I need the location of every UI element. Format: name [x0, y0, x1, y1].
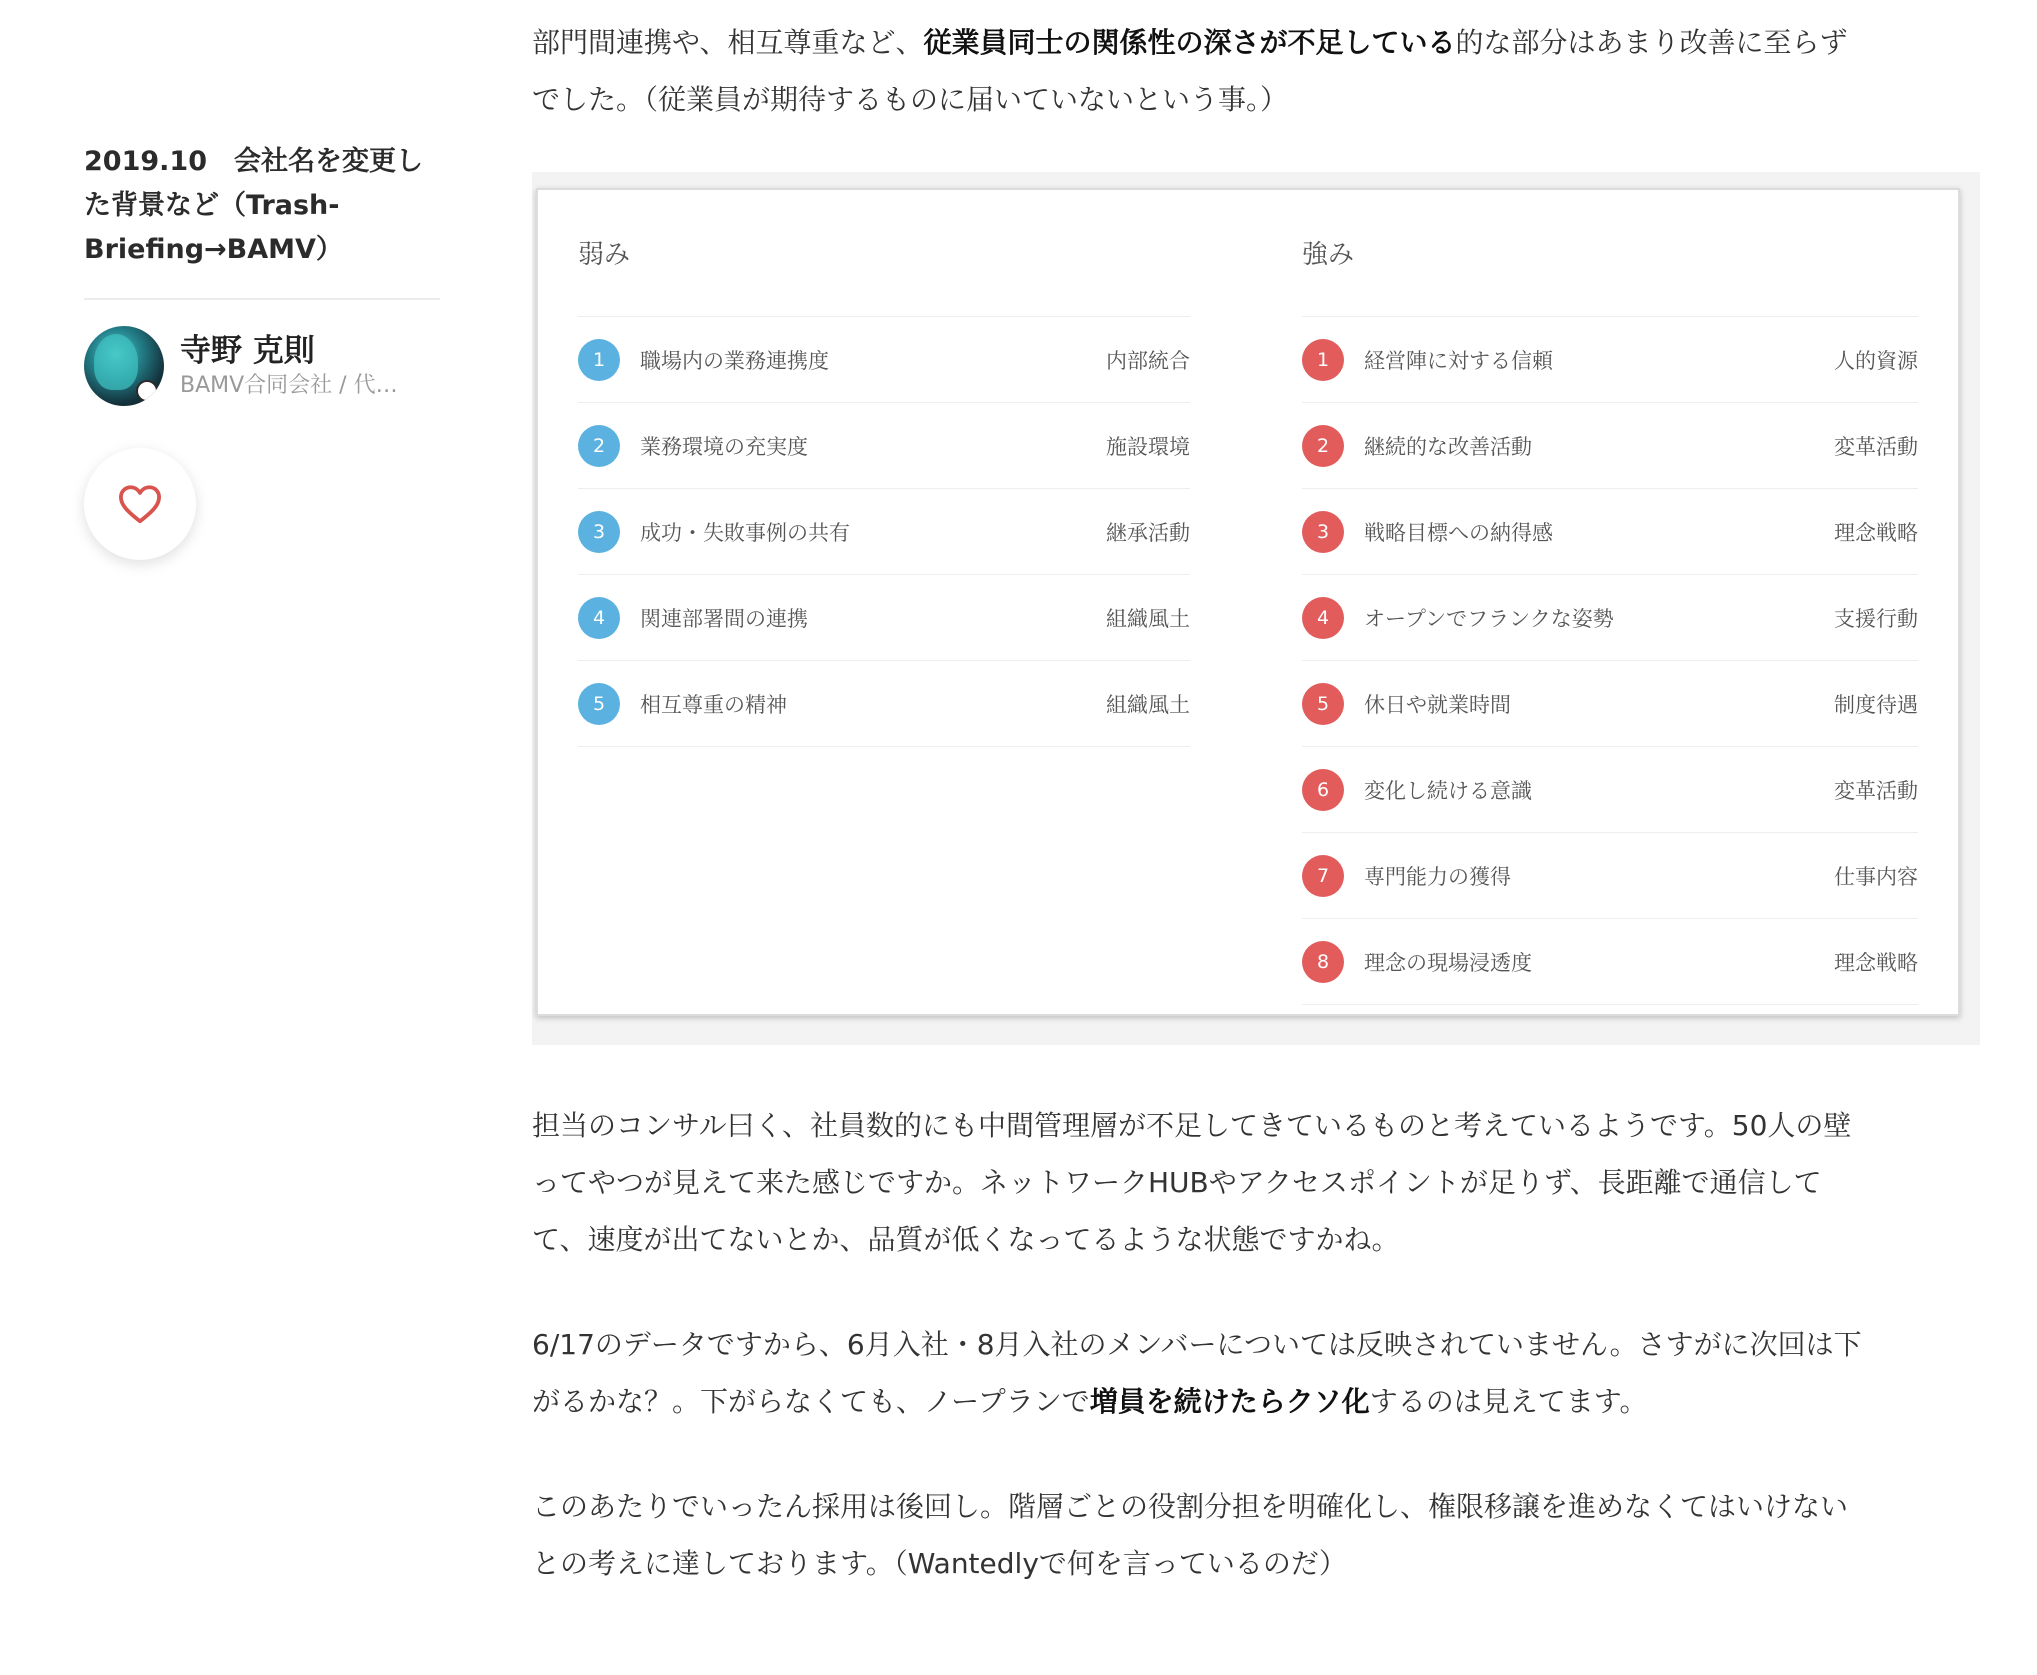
rank-badge: 2: [578, 425, 620, 467]
list-item: [578, 661, 1190, 747]
rank-badge: 2: [1302, 425, 1344, 467]
list-item: [1302, 403, 1918, 489]
item-category: 変革活動: [1834, 778, 1918, 803]
emphasis-text: 従業員同士の関係性の深さが不足している: [923, 26, 1456, 59]
list-item: [1302, 919, 1918, 1005]
rank-badge: 3: [1302, 511, 1344, 553]
list-item: [1302, 489, 1918, 575]
item-label: 理念の現場浸透度: [1364, 950, 1532, 975]
list-item: [578, 403, 1190, 489]
item-category: 理念戦略: [1834, 950, 1918, 975]
item-label: 経営陣に対する信頼: [1364, 348, 1553, 373]
item-label: 継続的な改善活動: [1364, 434, 1532, 459]
rank-badge: 5: [1302, 683, 1344, 725]
sidebar: [84, 140, 440, 560]
paragraph-line: て、速度が出てないとか、品質が低くなってるような状態ですかね。: [532, 1223, 1400, 1256]
list-item: [1302, 833, 1918, 919]
rank-badge: 4: [578, 597, 620, 639]
item-label: 業務環境の充実度: [640, 434, 808, 459]
paragraph-line: 6/17のデータですから、6月入社・8月入社のメンバーについては反映されていません。さすがに次回は下: [532, 1328, 1862, 1361]
item-category: 理念戦略: [1834, 520, 1918, 545]
item-category: 制度待遇: [1834, 692, 1918, 717]
strength-column: [1302, 230, 1918, 1005]
item-category: 変革活動: [1834, 434, 1918, 459]
paragraph-line: 担当のコンサル曰く、社員数的にも中間管理層が不足してきているものと考えているようです。50人の壁: [532, 1109, 1852, 1142]
rank-badge: 7: [1302, 855, 1344, 897]
list-item: [1302, 661, 1918, 747]
item-category: 人的資源: [1834, 348, 1918, 373]
item-label: オープンでフランクな姿勢: [1364, 606, 1614, 631]
item-label: 職場内の業務連携度: [640, 348, 829, 373]
paragraph-conclusion: [532, 1478, 1972, 1592]
rank-badge: 1: [1302, 339, 1344, 381]
author-organization: BAMV合同会社 / 代…: [180, 373, 398, 398]
paragraph-line: がるかな？。下がらなくても、ノープランで増員を続けたらクソ化するのは見えてます。: [532, 1385, 1648, 1418]
emphasis-text: 増員を続けたらクソ化: [1089, 1385, 1370, 1418]
rank-badge: 5: [578, 683, 620, 725]
item-category: 内部統合: [1106, 348, 1190, 373]
item-label: 成功・失敗事例の共有: [640, 520, 850, 545]
survey-result-card: [536, 188, 1960, 1016]
like-button[interactable]: [84, 448, 196, 560]
list-item: [1302, 747, 1918, 833]
item-label: 変化し続ける意識: [1364, 778, 1532, 803]
rank-badge: 3: [578, 511, 620, 553]
avatar[interactable]: [84, 326, 164, 406]
heart-icon: [118, 484, 162, 524]
rank-badge: 8: [1302, 941, 1344, 983]
intro-paragraph: [532, 14, 1972, 128]
paragraph-line: との考えに達しております。（Wantedlyで何を言っているのだ）: [532, 1547, 1347, 1580]
article-figure: [532, 172, 1980, 1045]
list-item: [578, 489, 1190, 575]
paragraph-line: ってやつが見えて来た感じですか。ネットワークHUBやアクセスポイントが足りず、長距離で通信して: [532, 1166, 1822, 1199]
list-item: [1302, 575, 1918, 661]
paragraph-consultant: [532, 1097, 1972, 1268]
item-label: 戦略目標への納得感: [1364, 520, 1553, 545]
weakness-list: [578, 316, 1190, 747]
item-category: 組織風土: [1106, 692, 1190, 717]
author-card[interactable]: [84, 324, 440, 408]
paragraph-line: でした。（従業員が期待するものに届いていないという事。）: [532, 83, 1289, 116]
item-category: 施設環境: [1106, 434, 1190, 459]
list-item: [578, 575, 1190, 661]
item-label: 相互尊重の精神: [640, 692, 787, 717]
article-body: [532, 14, 1972, 1592]
strength-title: 強み: [1302, 240, 1355, 270]
paragraph-data-note: [532, 1316, 1972, 1430]
list-item: [1302, 317, 1918, 403]
rank-badge: 4: [1302, 597, 1344, 639]
item-category: 組織風土: [1106, 606, 1190, 631]
item-category: 仕事内容: [1834, 864, 1918, 889]
related-story-link[interactable]: 2019.10 会社名を変更した背景など（Trash-Briefing→BAMV）: [84, 140, 440, 300]
list-item: [578, 317, 1190, 403]
item-category: 支援行動: [1834, 606, 1918, 631]
weakness-title: 弱み: [578, 240, 631, 270]
item-label: 専門能力の獲得: [1364, 864, 1511, 889]
strength-list: [1302, 316, 1918, 1005]
item-label: 休日や就業時間: [1364, 692, 1511, 717]
rank-badge: 1: [578, 339, 620, 381]
item-label: 関連部署間の連携: [640, 606, 808, 631]
paragraph-line: 部門間連携や、相互尊重など、従業員同士の関係性の深さが不足している的な部分はあまり改善に至らず: [532, 26, 1848, 59]
weakness-column: [578, 230, 1190, 747]
item-category: 継承活動: [1106, 520, 1190, 545]
rank-badge: 6: [1302, 769, 1344, 811]
author-name[interactable]: 寺野 克則: [180, 333, 315, 369]
paragraph-line: このあたりでいったん採用は後回し。階層ごとの役割分担を明確化し、権限移譲を進めなくてはいけない: [532, 1490, 1849, 1523]
